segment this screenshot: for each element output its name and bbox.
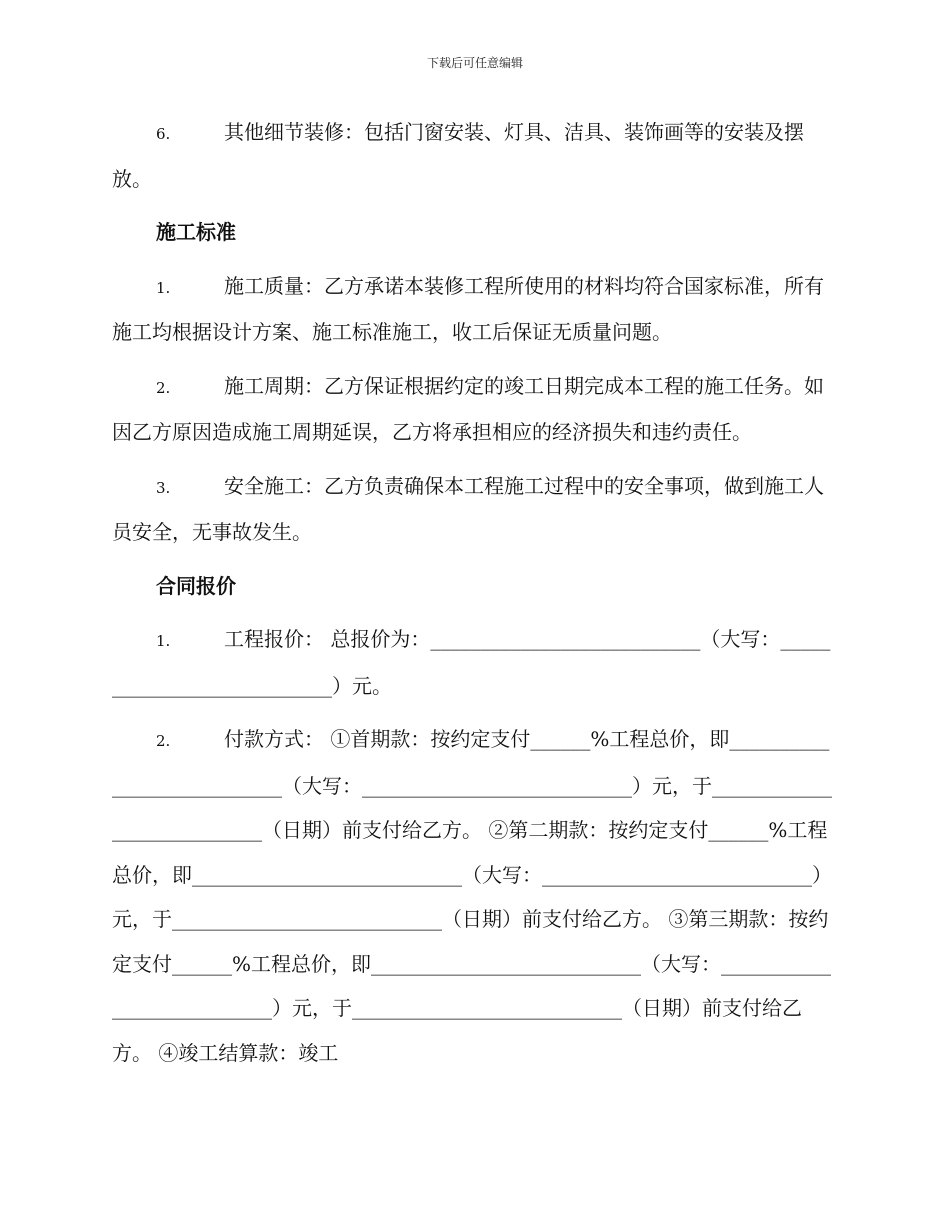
paragraph-project-quote: [112, 617, 837, 708]
paragraph-payment-method: [112, 717, 837, 1075]
paragraph-construction-period: [112, 364, 837, 455]
list-number: 1.: [156, 278, 171, 297]
section-heading-contract-quote: 合同报价: [156, 573, 236, 598]
paragraph-text: 付款方式： ①首期款：按约定支付______%工程总价，即___________________________（大写：___________________________）元，于___________________________（日期）前支付给乙方。 ②第二期款：按约定支付______%工程总价，即___________________________（大写：___________________________）元，于___________________________（日期）前支付给乙方。 ③第三期款：按约定支付______%工程总价，即___________________________（大写：___________________________）元，于___________________________（日期）前支付给乙方。 ④竣工结算款：竣工: [112, 727, 832, 1065]
paragraph-safe-construction: [112, 464, 837, 555]
list-number: 2.: [156, 378, 171, 397]
list-number: 1.: [156, 632, 171, 650]
document-body: [112, 110, 837, 1084]
page-header: 下载后可任意编辑: [426, 56, 523, 70]
paragraph-item-6: [112, 110, 837, 201]
list-number: 6.: [156, 125, 171, 143]
section-heading-construction-standards: 施工标准: [156, 220, 236, 244]
paragraph-text: 施工周期：乙方保证根据约定的竣工日期完成本工程的施工任务。如因乙方原因造成施工周期延误，乙方将承担相应的经济损失和违约责任。: [112, 373, 824, 444]
list-number: 2.: [156, 732, 171, 750]
paragraph-text: 安全施工：乙方负责确保本工程施工过程中的安全事项，做到施工人员安全，无事故发生。: [112, 473, 824, 544]
paragraph-text: 施工质量：乙方承诺本装修工程所使用的材料均符合国家标准，所有施工均根据设计方案、施工标准施工，收工后保证无质量问题。: [112, 273, 824, 344]
paragraph-construction-quality: [112, 264, 837, 355]
list-number: 3.: [156, 478, 171, 497]
paragraph-text: 其他细节装修：包括门窗安装、灯具、洁具、装饰画等的安装及摆放。: [112, 120, 804, 191]
paragraph-text: 工程报价： 总报价为：___________________________（大写：___________________________）元。: [112, 627, 831, 698]
